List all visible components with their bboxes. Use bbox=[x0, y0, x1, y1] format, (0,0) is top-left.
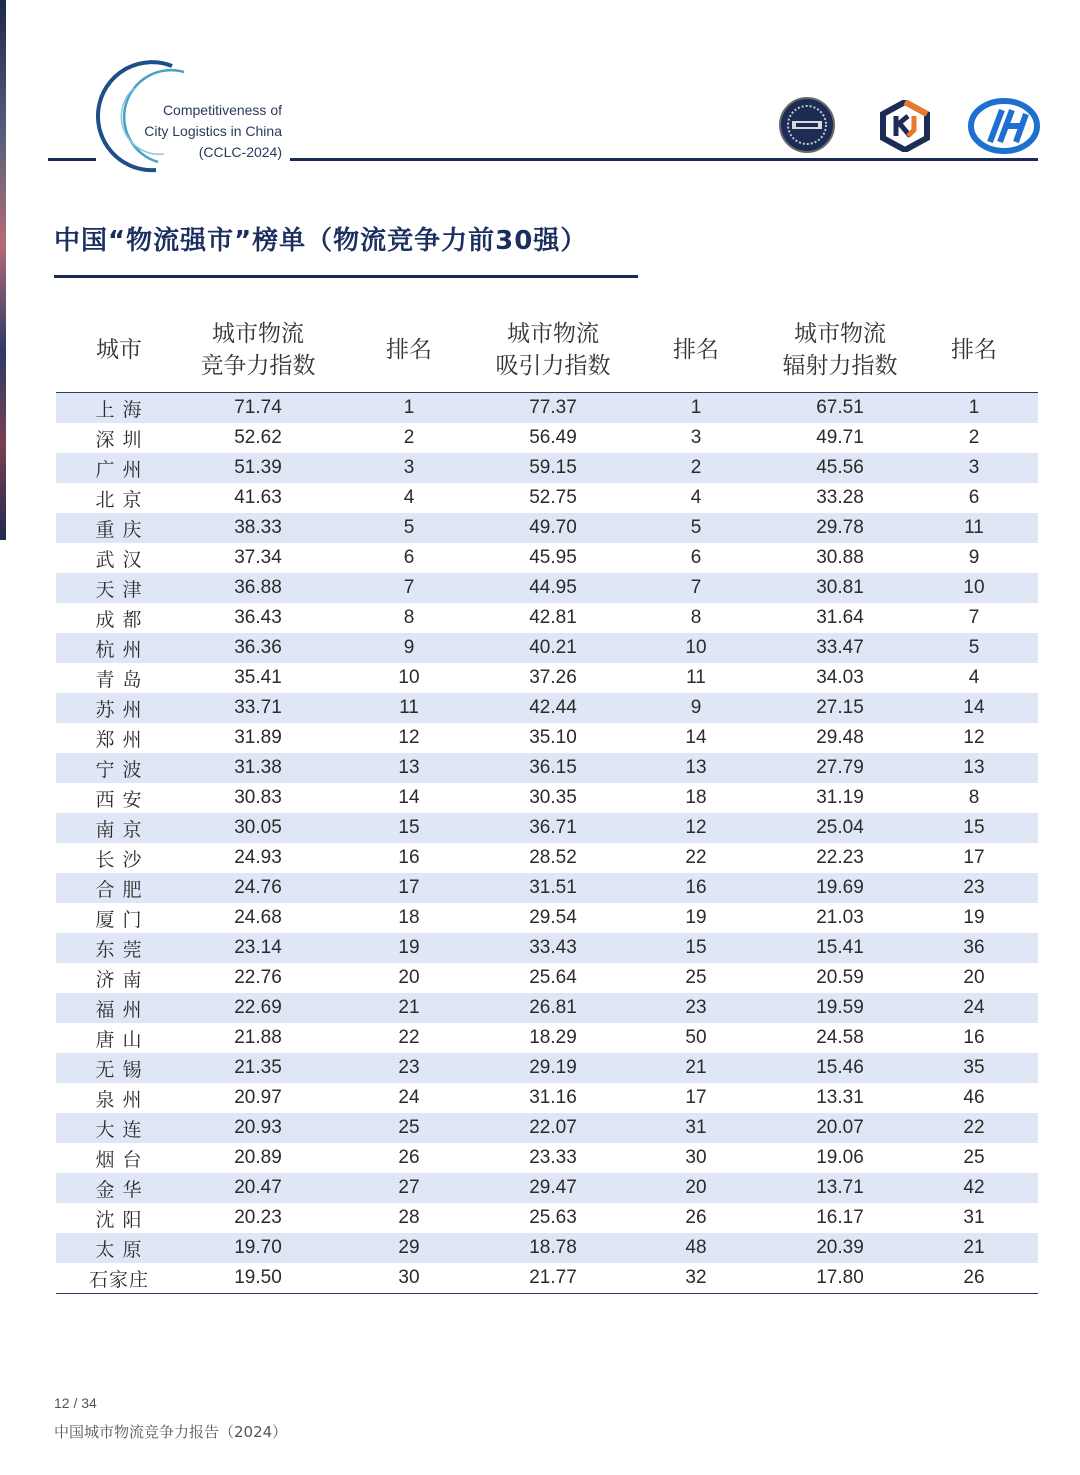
value-cell: 3 bbox=[403, 457, 415, 478]
value-cell: 49.71 bbox=[816, 427, 864, 448]
value-cell: 31 bbox=[963, 1207, 985, 1228]
value-cell: 6 bbox=[690, 547, 702, 568]
value-cell: 23.14 bbox=[234, 937, 282, 958]
value-cell: 16 bbox=[963, 1027, 985, 1048]
value-cell: 10 bbox=[398, 667, 420, 688]
value-cell: 13 bbox=[398, 757, 420, 778]
value-cell: 25 bbox=[685, 967, 707, 988]
value-cell: 2 bbox=[690, 457, 702, 478]
value-cell: 20 bbox=[963, 967, 985, 988]
value-cell: 36.36 bbox=[234, 637, 282, 658]
value-cell: 32 bbox=[685, 1267, 707, 1288]
value-cell: 3 bbox=[968, 457, 980, 478]
value-cell: 45.95 bbox=[529, 547, 577, 568]
value-cell: 21.88 bbox=[234, 1027, 282, 1048]
city-cell: 长 沙 bbox=[95, 848, 143, 871]
value-cell: 18 bbox=[685, 787, 707, 808]
value-cell: 21 bbox=[398, 997, 420, 1018]
value-cell: 56.49 bbox=[529, 427, 577, 448]
column-header-0 bbox=[56, 308, 182, 393]
title-underline bbox=[54, 275, 638, 278]
value-cell: 37.26 bbox=[529, 667, 577, 688]
value-cell: 46 bbox=[963, 1087, 985, 1108]
value-cell: 8 bbox=[403, 607, 415, 628]
column-header-line: 城市物流 bbox=[212, 321, 304, 347]
table-row bbox=[56, 453, 1038, 483]
table-row bbox=[56, 633, 1038, 663]
ah-logo-icon bbox=[968, 98, 1040, 154]
value-cell: 26.81 bbox=[529, 997, 577, 1018]
table-row bbox=[56, 783, 1038, 813]
city-cell: 南 京 bbox=[95, 818, 143, 841]
city-cell: 合 肥 bbox=[95, 878, 143, 901]
city-cell: 无 锡 bbox=[95, 1058, 143, 1081]
city-cell: 大 连 bbox=[95, 1118, 143, 1141]
value-cell: 20.59 bbox=[816, 967, 864, 988]
value-cell: 10 bbox=[685, 637, 707, 658]
value-cell: 22 bbox=[963, 1117, 985, 1138]
city-cell: 太 原 bbox=[95, 1238, 143, 1261]
value-cell: 35 bbox=[963, 1057, 985, 1078]
value-cell: 13 bbox=[685, 757, 707, 778]
column-header-line: 排名 bbox=[673, 337, 719, 363]
table-header bbox=[56, 308, 1038, 393]
value-cell: 29.47 bbox=[529, 1177, 577, 1198]
column-header-line: 城市物流 bbox=[794, 321, 886, 347]
value-cell: 67.51 bbox=[816, 397, 864, 418]
value-cell: 13.71 bbox=[816, 1177, 864, 1198]
value-cell: 15 bbox=[963, 817, 985, 838]
value-cell: 3 bbox=[690, 427, 702, 448]
value-cell: 21 bbox=[963, 1237, 985, 1258]
value-cell: 19 bbox=[963, 907, 985, 928]
value-cell: 36.71 bbox=[529, 817, 577, 838]
city-cell: 重 庆 bbox=[95, 518, 143, 541]
value-cell: 29.78 bbox=[816, 517, 864, 538]
value-cell: 1 bbox=[968, 397, 980, 418]
value-cell: 16 bbox=[685, 877, 707, 898]
value-cell: 24.93 bbox=[234, 847, 282, 868]
value-cell: 36.88 bbox=[234, 577, 282, 598]
value-cell: 31 bbox=[685, 1117, 707, 1138]
value-cell: 30.05 bbox=[234, 817, 282, 838]
value-cell: 19.59 bbox=[816, 997, 864, 1018]
value-cell: 22.07 bbox=[529, 1117, 577, 1138]
table-row bbox=[56, 723, 1038, 753]
value-cell: 4 bbox=[403, 487, 415, 508]
column-header-3 bbox=[484, 308, 622, 393]
city-cell: 厦 门 bbox=[95, 908, 143, 931]
city-cell: 沈 阳 bbox=[95, 1208, 143, 1231]
column-header-line: 排名 bbox=[386, 337, 432, 363]
city-cell: 烟 台 bbox=[95, 1148, 143, 1171]
value-cell: 4 bbox=[690, 487, 702, 508]
value-cell: 8 bbox=[690, 607, 702, 628]
value-cell: 29.48 bbox=[816, 727, 864, 748]
table-row bbox=[56, 1203, 1038, 1233]
value-cell: 19.69 bbox=[816, 877, 864, 898]
value-cell: 1 bbox=[690, 397, 702, 418]
table-row bbox=[56, 1053, 1038, 1083]
city-cell: 金 华 bbox=[95, 1178, 143, 1201]
value-cell: 20.47 bbox=[234, 1177, 282, 1198]
value-cell: 77.37 bbox=[529, 397, 577, 418]
header-rule-left bbox=[48, 158, 96, 161]
table-row bbox=[56, 573, 1038, 603]
column-header-1 bbox=[182, 308, 334, 393]
value-cell: 30.88 bbox=[816, 547, 864, 568]
value-cell: 42.81 bbox=[529, 607, 577, 628]
table-row bbox=[56, 873, 1038, 903]
value-cell: 22 bbox=[685, 847, 707, 868]
value-cell: 12 bbox=[398, 727, 420, 748]
value-cell: 30.83 bbox=[234, 787, 282, 808]
value-cell: 20 bbox=[685, 1177, 707, 1198]
value-cell: 30 bbox=[685, 1147, 707, 1168]
value-cell: 31.16 bbox=[529, 1087, 577, 1108]
value-cell: 71.74 bbox=[234, 397, 282, 418]
value-cell: 37.34 bbox=[234, 547, 282, 568]
value-cell: 12 bbox=[685, 817, 707, 838]
table-row bbox=[56, 693, 1038, 723]
value-cell: 50 bbox=[685, 1027, 707, 1048]
value-cell: 40.21 bbox=[529, 637, 577, 658]
value-cell: 19.70 bbox=[234, 1237, 282, 1258]
value-cell: 34.03 bbox=[816, 667, 864, 688]
value-cell: 28 bbox=[398, 1207, 420, 1228]
value-cell: 25 bbox=[398, 1117, 420, 1138]
value-cell: 7 bbox=[690, 577, 702, 598]
value-cell: 13 bbox=[963, 757, 985, 778]
value-cell: 52.75 bbox=[529, 487, 577, 508]
value-cell: 1 bbox=[403, 397, 415, 418]
city-cell: 广 州 bbox=[95, 458, 143, 481]
table-row bbox=[56, 513, 1038, 543]
decorative-edge-strip bbox=[0, 0, 6, 540]
value-cell: 20.39 bbox=[816, 1237, 864, 1258]
table-row bbox=[56, 1023, 1038, 1053]
value-cell: 23 bbox=[685, 997, 707, 1018]
value-cell: 33.47 bbox=[816, 637, 864, 658]
value-cell: 31.19 bbox=[816, 787, 864, 808]
column-header-line: 竞争力指数 bbox=[200, 353, 316, 379]
value-cell: 33.71 bbox=[234, 697, 282, 718]
value-cell: 5 bbox=[690, 517, 702, 538]
table-row bbox=[56, 993, 1038, 1023]
value-cell: 26 bbox=[685, 1207, 707, 1228]
value-cell: 48 bbox=[685, 1237, 707, 1258]
brand-line-3: (CCLC-2024) bbox=[198, 144, 282, 160]
value-cell: 21 bbox=[685, 1057, 707, 1078]
value-cell: 27.79 bbox=[816, 757, 864, 778]
value-cell: 4 bbox=[968, 667, 980, 688]
column-header-4 bbox=[622, 308, 770, 393]
brand-line-2: City Logistics in China bbox=[144, 123, 282, 139]
city-cell: 杭 州 bbox=[95, 638, 143, 661]
city-cell: 郑 州 bbox=[95, 728, 143, 751]
value-cell: 15 bbox=[685, 937, 707, 958]
value-cell: 11 bbox=[686, 667, 706, 688]
table-row bbox=[56, 843, 1038, 873]
value-cell: 30 bbox=[398, 1267, 420, 1288]
city-cell: 苏 州 bbox=[95, 698, 143, 721]
city-cell: 天 津 bbox=[95, 578, 143, 601]
city-cell: 青 岛 bbox=[95, 668, 143, 691]
brand-text bbox=[128, 100, 282, 163]
value-cell: 22.76 bbox=[234, 967, 282, 988]
page-number: 12 / 34 bbox=[54, 1395, 97, 1411]
value-cell: 17 bbox=[685, 1087, 707, 1108]
value-cell: 26 bbox=[963, 1267, 985, 1288]
value-cell: 33.43 bbox=[529, 937, 577, 958]
city-cell: 武 汉 bbox=[95, 548, 143, 571]
value-cell: 38.33 bbox=[234, 517, 282, 538]
value-cell: 29.54 bbox=[529, 907, 577, 928]
column-header-5 bbox=[770, 308, 910, 393]
table-row bbox=[56, 1263, 1038, 1294]
value-cell: 21.03 bbox=[816, 907, 864, 928]
column-header-line: 城市 bbox=[96, 337, 142, 363]
value-cell: 15.46 bbox=[816, 1057, 864, 1078]
value-cell: 23 bbox=[963, 877, 985, 898]
value-cell: 5 bbox=[403, 517, 415, 538]
value-cell: 9 bbox=[968, 547, 980, 568]
value-cell: 24 bbox=[398, 1087, 420, 1108]
value-cell: 36.15 bbox=[529, 757, 577, 778]
value-cell: 31.38 bbox=[234, 757, 282, 778]
value-cell: 44.95 bbox=[529, 577, 577, 598]
column-header-line: 排名 bbox=[951, 337, 997, 363]
table-row bbox=[56, 603, 1038, 633]
value-cell: 25.63 bbox=[529, 1207, 577, 1228]
column-header-line: 辐射力指数 bbox=[782, 353, 898, 379]
value-cell: 36 bbox=[963, 937, 985, 958]
value-cell: 49.70 bbox=[529, 517, 577, 538]
value-cell: 5 bbox=[968, 637, 980, 658]
table-row bbox=[56, 1233, 1038, 1263]
table-row bbox=[56, 963, 1038, 993]
value-cell: 31.89 bbox=[234, 727, 282, 748]
city-cell: 深 圳 bbox=[95, 428, 143, 451]
table-row bbox=[56, 1143, 1038, 1173]
value-cell: 9 bbox=[403, 637, 415, 658]
value-cell: 29.19 bbox=[529, 1057, 577, 1078]
value-cell: 23.33 bbox=[529, 1147, 577, 1168]
column-header-2 bbox=[334, 308, 484, 393]
value-cell: 14 bbox=[398, 787, 420, 808]
value-cell: 18.78 bbox=[529, 1237, 577, 1258]
value-cell: 27 bbox=[398, 1177, 420, 1198]
value-cell: 19.06 bbox=[816, 1147, 864, 1168]
value-cell: 20.23 bbox=[234, 1207, 282, 1228]
value-cell: 18.29 bbox=[529, 1027, 577, 1048]
table-row bbox=[56, 933, 1038, 963]
value-cell: 42.44 bbox=[529, 697, 577, 718]
table-row bbox=[56, 1083, 1038, 1113]
value-cell: 16 bbox=[398, 847, 420, 868]
value-cell: 51.39 bbox=[234, 457, 282, 478]
value-cell: 20.07 bbox=[816, 1117, 864, 1138]
value-cell: 27.15 bbox=[816, 697, 864, 718]
value-cell: 21.77 bbox=[529, 1267, 577, 1288]
city-cell: 成 都 bbox=[95, 608, 143, 631]
ranking-table bbox=[56, 308, 1038, 1294]
value-cell: 7 bbox=[403, 577, 415, 598]
city-cell: 泉 州 bbox=[95, 1088, 143, 1111]
city-cell: 宁 波 bbox=[95, 758, 143, 781]
value-cell: 19 bbox=[685, 907, 707, 928]
value-cell: 24 bbox=[963, 997, 985, 1018]
brand-line-1: Competitiveness of bbox=[162, 102, 282, 118]
value-cell: 29 bbox=[398, 1237, 420, 1258]
table-row bbox=[56, 753, 1038, 783]
table-row bbox=[56, 1113, 1038, 1143]
value-cell: 59.15 bbox=[529, 457, 577, 478]
value-cell: 2 bbox=[403, 427, 415, 448]
value-cell: 26 bbox=[398, 1147, 420, 1168]
value-cell: 41.63 bbox=[234, 487, 282, 508]
value-cell: 17 bbox=[398, 877, 420, 898]
value-cell: 14 bbox=[685, 727, 707, 748]
value-cell: 20.89 bbox=[234, 1147, 282, 1168]
table-row bbox=[56, 393, 1038, 424]
column-header-6 bbox=[910, 308, 1038, 393]
document-name: 中国城市物流竞争力报告（2024） bbox=[54, 1423, 288, 1441]
value-cell: 30.81 bbox=[816, 577, 864, 598]
city-cell: 石家庄 bbox=[88, 1268, 149, 1291]
value-cell: 2 bbox=[968, 427, 980, 448]
header-rule-right bbox=[290, 158, 1038, 161]
value-cell: 19 bbox=[398, 937, 420, 958]
value-cell: 9 bbox=[690, 697, 702, 718]
value-cell: 23 bbox=[398, 1057, 420, 1078]
value-cell: 25.64 bbox=[529, 967, 577, 988]
value-cell: 45.56 bbox=[816, 457, 864, 478]
table-row bbox=[56, 543, 1038, 573]
value-cell: 33.28 bbox=[816, 487, 864, 508]
value-cell: 12 bbox=[963, 727, 985, 748]
table-row bbox=[56, 903, 1038, 933]
value-cell: 25 bbox=[963, 1147, 985, 1168]
value-cell: 31.64 bbox=[816, 607, 864, 628]
value-cell: 15.41 bbox=[816, 937, 864, 958]
value-cell: 17 bbox=[963, 847, 985, 868]
city-cell: 福 州 bbox=[95, 998, 143, 1021]
value-cell: 24.58 bbox=[816, 1027, 864, 1048]
value-cell: 17.80 bbox=[816, 1267, 864, 1288]
value-cell: 36.43 bbox=[234, 607, 282, 628]
city-cell: 上 海 bbox=[95, 398, 143, 421]
value-cell: 35.10 bbox=[529, 727, 577, 748]
value-cell: 31.51 bbox=[529, 877, 577, 898]
value-cell: 8 bbox=[968, 787, 980, 808]
value-cell: 30.35 bbox=[529, 787, 577, 808]
city-cell: 北 京 bbox=[95, 488, 143, 511]
value-cell: 14 bbox=[963, 697, 985, 718]
value-cell: 22.69 bbox=[234, 997, 282, 1018]
column-header-line: 吸引力指数 bbox=[495, 353, 611, 379]
value-cell: 22.23 bbox=[816, 847, 864, 868]
city-cell: 西 安 bbox=[95, 788, 143, 811]
value-cell: 20.93 bbox=[234, 1117, 282, 1138]
city-cell: 唐 山 bbox=[95, 1028, 143, 1051]
value-cell: 6 bbox=[403, 547, 415, 568]
value-cell: 20.97 bbox=[234, 1087, 282, 1108]
city-cell: 济 南 bbox=[95, 968, 143, 991]
value-cell: 15 bbox=[398, 817, 420, 838]
table-row bbox=[56, 663, 1038, 693]
value-cell: 7 bbox=[968, 607, 980, 628]
value-cell: 35.41 bbox=[234, 667, 282, 688]
value-cell: 19.50 bbox=[234, 1267, 282, 1288]
table-row bbox=[56, 813, 1038, 843]
value-cell: 20 bbox=[398, 967, 420, 988]
value-cell: 21.35 bbox=[234, 1057, 282, 1078]
city-cell: 东 莞 bbox=[95, 938, 143, 961]
kj-logo-icon bbox=[880, 100, 930, 152]
column-header-line: 城市物流 bbox=[507, 321, 599, 347]
table-row bbox=[56, 483, 1038, 513]
value-cell: 28.52 bbox=[529, 847, 577, 868]
value-cell: 16.17 bbox=[816, 1207, 864, 1228]
value-cell: 10 bbox=[963, 577, 985, 598]
value-cell: 18 bbox=[398, 907, 420, 928]
page-title: 中国“物流强市”榜单（物流竞争力前30强） bbox=[54, 226, 588, 256]
value-cell: 6 bbox=[968, 487, 980, 508]
value-cell: 25.04 bbox=[816, 817, 864, 838]
table-body bbox=[56, 393, 1038, 1294]
value-cell: 42 bbox=[963, 1177, 985, 1198]
table-row bbox=[56, 423, 1038, 453]
value-cell: 52.62 bbox=[234, 427, 282, 448]
value-cell: 11 bbox=[964, 517, 984, 538]
emblem-seal-icon bbox=[778, 96, 836, 154]
value-cell: 24.68 bbox=[234, 907, 282, 928]
value-cell: 13.31 bbox=[816, 1087, 864, 1108]
table-header-row bbox=[56, 308, 1038, 393]
value-cell: 11 bbox=[399, 697, 419, 718]
value-cell: 22 bbox=[398, 1027, 420, 1048]
value-cell: 24.76 bbox=[234, 877, 282, 898]
table-row bbox=[56, 1173, 1038, 1203]
